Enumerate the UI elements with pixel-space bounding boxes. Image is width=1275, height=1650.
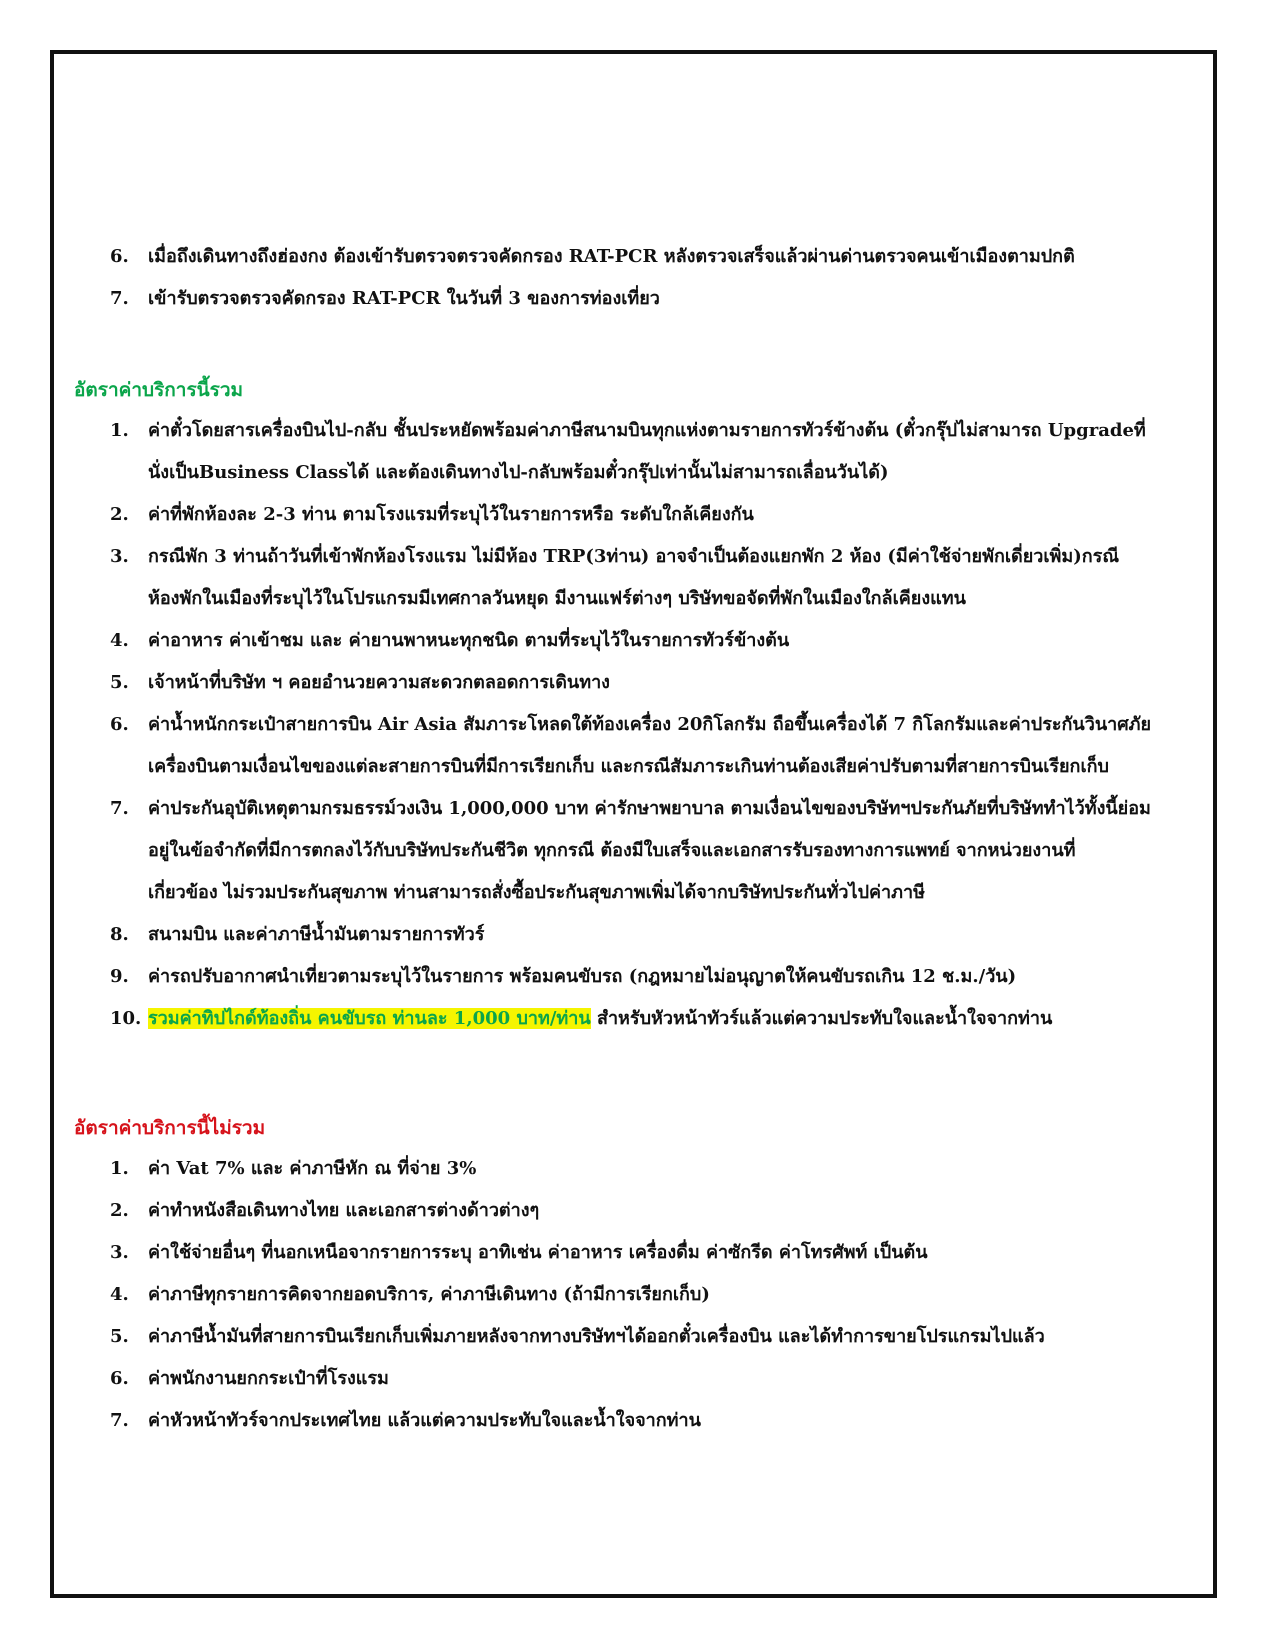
list-item [110,704,1199,788]
item-line: สนามบิน และค่าภาษีน้ำมันตามรายการทัวร์ [148,924,485,945]
item-line: นั่งเป็นBusiness Classได้ และต้องเดินทางไป-กลับพร้อมตั๋วกรุ๊ปเท่านั้นไม่สามารถเลื่อนวันได้) [148,462,889,483]
item-number: 1. [110,1158,129,1179]
list-item [110,494,1199,536]
item-line: ค่ารถปรับอากาศนำเที่ยวตามระบุไว้ในรายการ พร้อมคนขับรถ (กฎหมายไม่อนุญาตให้คนขับรถเกิน 12 ช.ม./วัน) [148,966,1017,987]
item-text [148,788,1199,914]
list-item [110,1400,1199,1442]
item-line: ค่าตั๋วโดยสารเครื่องบินไป-กลับ ชั้นประหยัดพร้อมค่าภาษีสนามบินทุกแห่งตามรายการทัวร์ข้างต้น (ตั๋วกรุ๊ปไม่สามารถ Upgradeที่ [148,420,1146,441]
item-line: ห้องพักในเมืองที่ระบุไว้ในโปรแกรมมีเทศกาลวันหยุด มีงานแฟร์ต่างๆ บริษัทขอจัดที่พักในเมืองใกล้เคียงแทน [148,588,966,609]
excluded-list [110,1148,1199,1442]
item-text: เมื่อถึงเดินทางถึงฮ่องกง ต้องเข้ารับตรวจตรวจคัดกรอง RAT-PCR หลังตรวจเสร็จแล้วผ่านด่านตรวจคนเข้าเมืองตามปกติ [148,246,1075,267]
item-text [148,620,1199,662]
item-text [148,704,1199,788]
item-number: 3. [110,546,129,567]
excluded-heading: อัตราค่าบริการนี้ไม่รวม [74,1117,266,1139]
item-text: เข้ารับตรวจตรวจคัดกรอง RAT-PCR ในวันที่ 3 ของการท่องเที่ยว [148,288,660,309]
item-text: ค่าทำหนังสือเดินทางไทย และเอกสารต่างด้าวต่างๆ [148,1200,540,1221]
item-number: 6. [110,1368,129,1389]
list-item [110,914,1199,956]
item-text: ค่าหัวหน้าทัวร์จากประเทศไทย แล้วแต่ความประทับใจและน้ำใจจากท่าน [148,1410,701,1431]
list-item [110,410,1199,494]
included-heading: อัตราค่าบริการนี้รวม [74,379,244,401]
item-number: 2. [110,1200,129,1221]
item-number: 1. [110,420,129,441]
item-number: 4. [110,630,129,651]
item-text [148,662,1199,704]
item-text: ค่าใช้จ่ายอื่นๆ ที่นอกเหนือจากรายการระบุ อาทิเช่น ค่าอาหาร เครื่องดื่ม ค่าซักรีด ค่าโทรศัพท์ เป็นต้น [148,1242,928,1263]
item-text [148,914,1199,956]
item-text [148,998,1199,1040]
item-line: อยู่ในข้อจำกัดที่มีการตกลงไว้กับบริษัทประกันชีวิต ทุกกรณี ต้องมีใบเสร็จและเอกสารรับรองทางการแพทย์ จากหน่วยงานที่ [148,840,1076,861]
item-text: ค่าพนักงานยกกระเป๋าที่โรงแรม [148,1368,389,1389]
item-number: 9. [110,966,129,987]
item-line: เครื่องบินตามเงื่อนไขของแต่ละสายการบินที่มีการเรียกเก็บ และกรณีสัมภาระเกินท่านต้องเสียค่าปรับตามที่สายการบินเรียกเก็บ [148,756,1109,777]
item-number: 6. [110,246,129,267]
item-text-rest: สำหรับหัวหน้าทัวร์แล้วแต่ความประทับใจและน้ำใจจากท่าน [590,1008,1053,1029]
item-line: เจ้าหน้าที่บริษัท ฯ คอยอำนวยความสะดวกตลอดการเดินทาง [148,672,610,693]
list-item [110,1358,1199,1400]
list-item [110,998,1199,1040]
item-line: ค่าประกันอุบัติเหตุตามกรมธรรม์วงเงิน 1,000,000 บาท ค่ารักษาพยาบาล ตามเงื่อนไขของบริษัทฯประกันภัยที่บริษัททำไว้ทั้งนี้ย่อม [148,798,1151,819]
item-text [148,536,1199,620]
item-line: ค่าอาหาร ค่าเข้าชม และ ค่ายานพาหนะทุกชนิด ตามที่ระบุไว้ในรายการทัวร์ข้างต้น [148,630,790,651]
list-item [110,620,1199,662]
item-text: ค่าภาษีทุกรายการคิดจากยอดบริการ, ค่าภาษีเดินทาง (ถ้ามีการเรียกเก็บ) [148,1284,710,1305]
item-number: 5. [110,1326,129,1347]
item-number: 5. [110,672,129,693]
item-text [148,410,1199,494]
list-item [110,1148,1199,1190]
list-item [110,1232,1199,1274]
list-item [110,536,1199,620]
list-item [110,662,1199,704]
item-number: 10. [110,1008,142,1029]
list-item [110,1274,1199,1316]
item-number: 7. [110,288,129,309]
list-item [110,956,1199,998]
item-text: ค่าภาษีน้ำมันที่สายการบินเรียกเก็บเพิ่มภายหลังจากทางบริษัทฯได้ออกตั๋วเครื่องบิน และได้ทำการขายโปรแกรมไปแล้ว [148,1326,1045,1347]
item-number: 3. [110,1242,129,1263]
item-number: 6. [110,714,129,735]
item-line: ค่าที่พักห้องละ 2-3 ท่าน ตามโรงแรมที่ระบุไว้ในรายการหรือ ระดับใกล้เคียงกัน [148,504,754,525]
item-number: 8. [110,924,129,945]
item-number: 4. [110,1284,129,1305]
item-text [148,494,1199,536]
list-item [110,1316,1199,1358]
item-number: 7. [110,798,129,819]
document-body [74,236,1199,1442]
item-line: ค่าน้ำหนักกระเป๋าสายการบิน Air Asia สัมภาระโหลดใต้ท้องเครื่อง 20กิโลกรัม ถือขึ้นเครื่องได้ 7 กิโลกรัมและค่าประกันวินาศภัย [148,714,1152,735]
list-item [110,1190,1199,1232]
item-text: ค่า Vat 7% และ ค่าภาษีหัก ณ ที่จ่าย 3% [148,1158,477,1179]
highlighted-tip-text: รวมค่าทิปไกด์ท้องถิ่น คนขับรถ ท่านละ 1,000 บาท/ท่าน [148,1008,591,1029]
list-item [110,788,1199,914]
item-number: 2. [110,504,129,525]
item-text [148,956,1199,998]
item-number: 7. [110,1410,129,1431]
list-item [110,236,1199,278]
list-item [110,278,1199,320]
item-line: กรณีพัก 3 ท่านถ้าวันที่เข้าพักห้องโรงแรม ไม่มีห้อง TRP(3ท่าน) อาจจำเป็นต้องแยกพัก 2 ห้อง (มีค่าใช้จ่ายพักเดี่ยวเพิ่ม)กรณี [148,546,1120,567]
included-list [110,410,1199,1040]
item-line: เกี่ยวข้อง ไม่รวมประกันสุขภาพ ท่านสามารถสั่งซื้อประกันสุขภาพเพิ่มได้จากบริษัทประกันทั่วไปค่าภาษี [148,882,926,903]
